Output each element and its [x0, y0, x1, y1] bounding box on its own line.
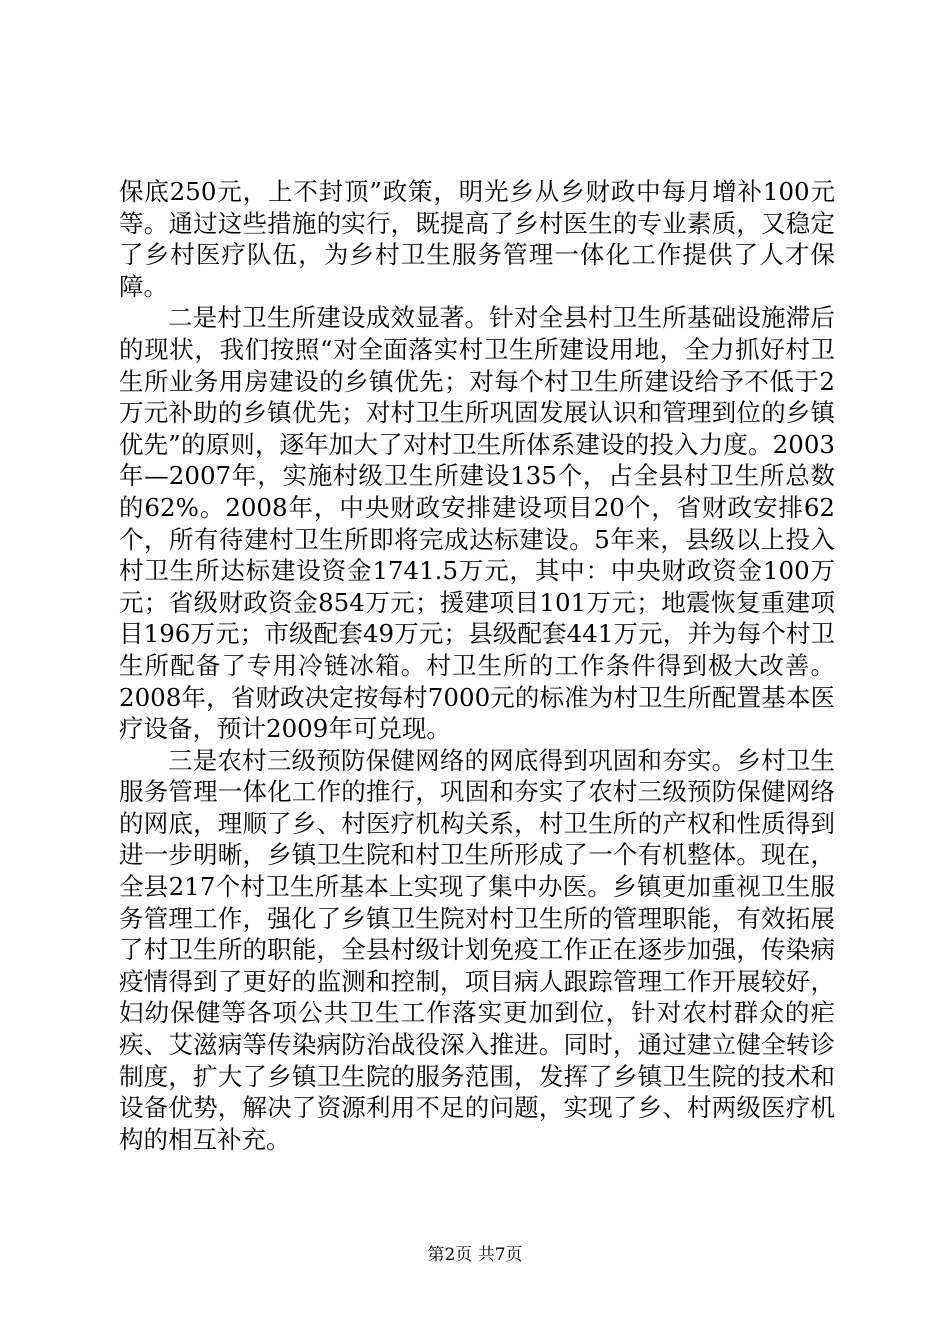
paragraph-village-clinic-construction: 二是村卫生所建设成效显著。针对全县村卫生所基础设施滞后的现状，我们按照“对全面落实村卫生所建设用地，全力抓好村卫生所业务用房建设的乡镇优先；对每个村卫生所建设给予不低于2万元补助的乡镇优先；对村卫生所巩固发展认识和管理到位的乡镇优先”的原则，逐年加大了对村卫生所体系建设的投入力度。2003年—2007年，实施村级卫生所建设135个，占全县村卫生所总数的62%。2008年，中央财政安排建设项目20个，省财政安排62个，所有待建村卫生所即将完成达标建设。5年来，县级以上投入村卫生所达标建设资金1741.5万元，其中：中央财政资金100万元；省级财政资金854万元；援建项目101万元；地震恢复重建项目196万元；市级配套49万元；县级配套441万元，并为每个村卫生所配备了专用冷链冰箱。村卫生所的工作条件得到极大改善。2008年，省财政决定按每村7000元的标准为村卫生所配置基本医疗设备，预计2009年可兑现。: [119, 303, 835, 744]
document-body: [119, 176, 835, 1155]
page-footer: 第2页 共7页: [427, 1245, 523, 1265]
paragraph-continuation: 保底250元，上不封顶”政策，明光乡从乡财政中每月增补100元等。通过这些措施的实行，既提高了乡村医生的专业素质，又稳定了乡村医疗队伍，为乡村卫生服务管理一体化工作提供了人才保障。: [119, 177, 835, 301]
paragraph-prevention-network: 三是农村三级预防保健网络的网底得到巩固和夯实。乡村卫生服务管理一体化工作的推行，巩固和夯实了农村三级预防保健网络的网底，理顺了乡、村医疗机构关系，村卫生所的产权和性质得到进一步明晰，乡镇卫生院和村卫生所形成了一个有机整体。现在，全县217个村卫生所基本上实现了集中办医。乡镇更加重视卫生服务管理工作，强化了乡镇卫生院对村卫生所的管理职能，有效拓展了村卫生所的职能，全县村级计划免疫工作正在逐步加强，传染病疫情得到了更好的监测和控制，项目病人跟踪管理工作开展较好，妇幼保健等各项公共卫生工作落实更加到位，针对农村群众的疟疾、艾滋病等传染病防治战役深入推进。同时，通过建立健全转诊制度，扩大了乡镇卫生院的服务范围，发挥了乡镇卫生院的技术和设备优势，解决了资源利用不足的问题，实现了乡、村两级医疗机构的相互补充。: [119, 745, 835, 1154]
